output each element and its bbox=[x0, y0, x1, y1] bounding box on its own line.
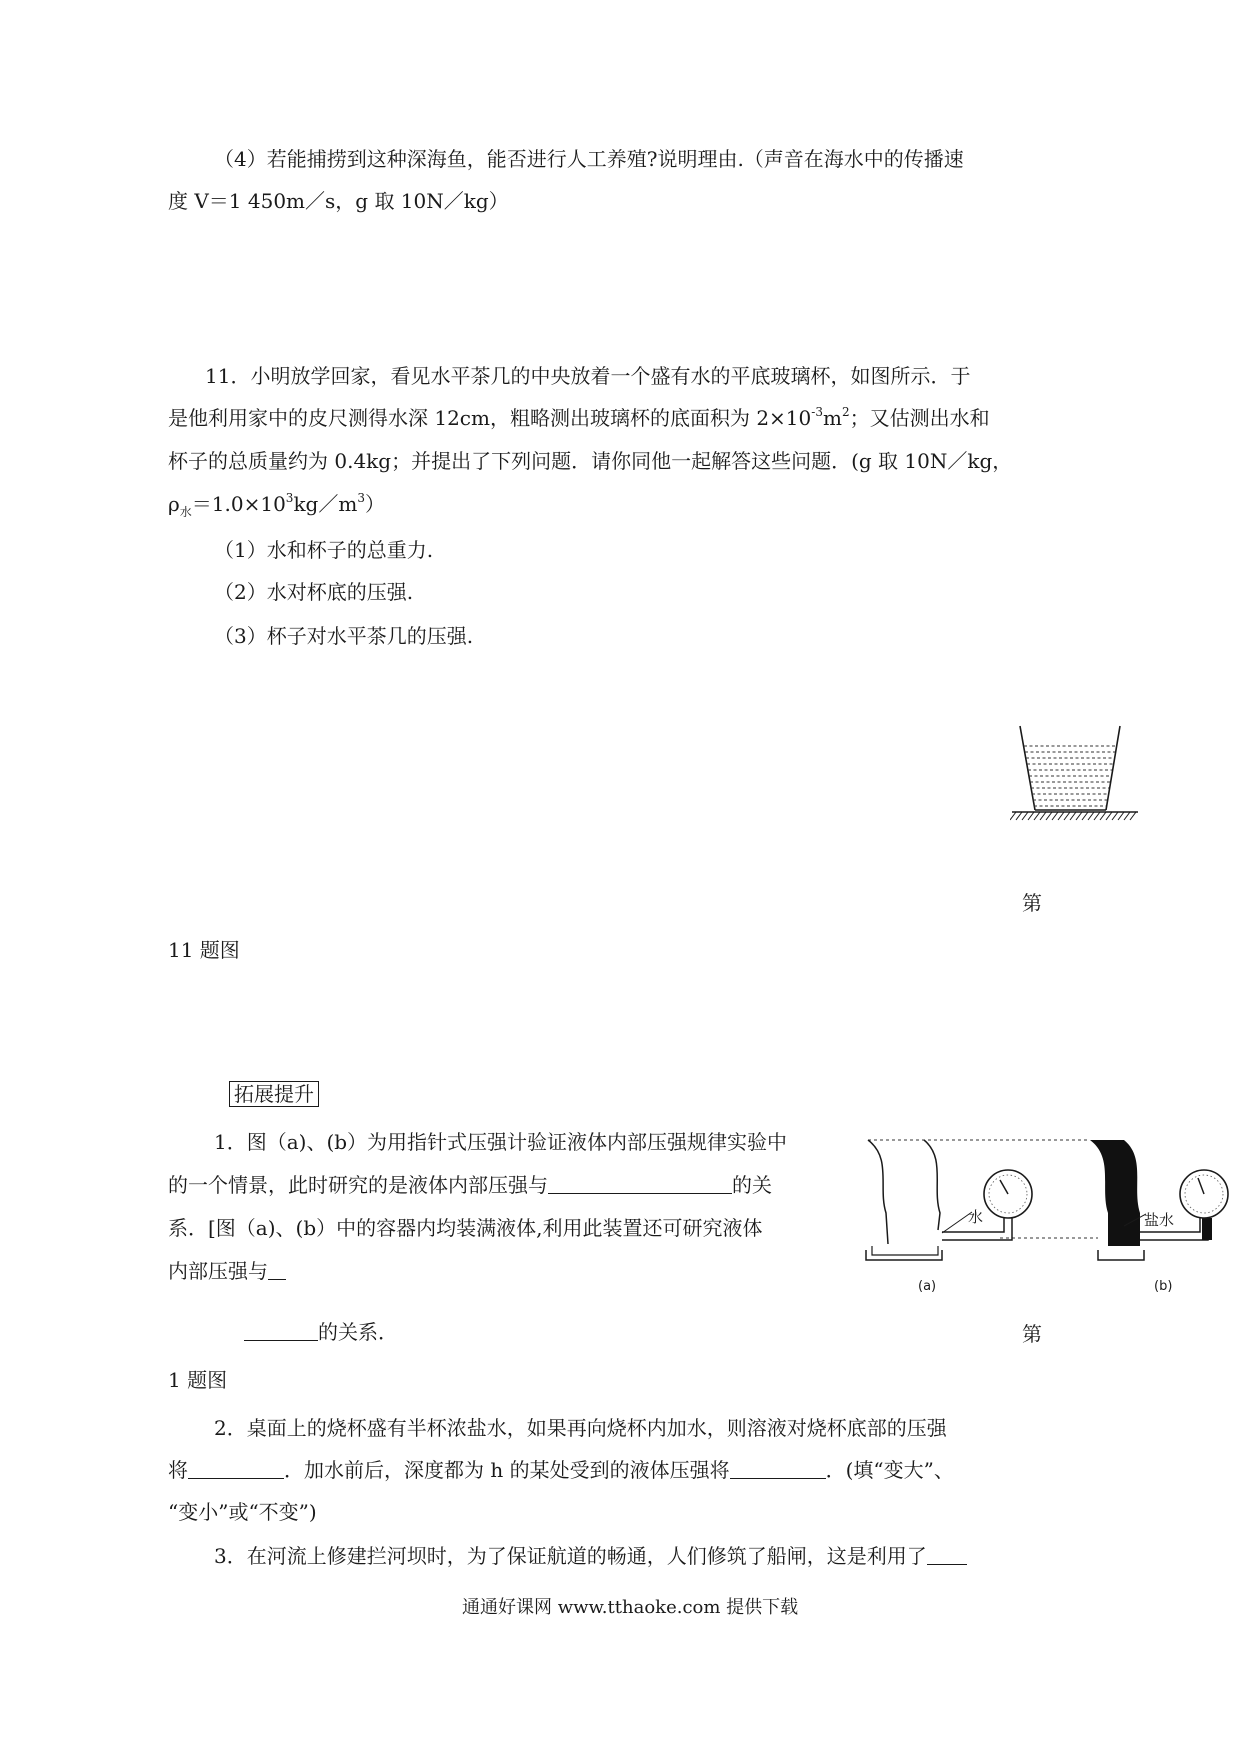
q11-sub3: （3）杯子对水平茶几的压强. bbox=[214, 624, 474, 648]
e1-caption-part2: 1 题图 bbox=[168, 1368, 228, 1392]
container-b-liquid bbox=[1090, 1140, 1140, 1246]
glass-of-water-figure bbox=[1010, 718, 1160, 848]
q10-part4-line1: （4）若能捕捞到这种深海鱼，能否进行人工养殖?说明理由.（声音在海水中的传播速 bbox=[214, 147, 964, 171]
label-water: 水 bbox=[968, 1208, 984, 1226]
q11-sub1: （1）水和杯子的总重力. bbox=[214, 538, 434, 562]
e1-line3: 系．[图（a)、(b）中的容器内均装满液体,利用此装置还可研究液体 bbox=[168, 1216, 763, 1240]
e2-line3: “变小”或“不变”) bbox=[168, 1500, 317, 1524]
e1-line1: 1．图（a)、(b）为用指针式压强计验证液体内部压强规律实验中 bbox=[214, 1130, 788, 1154]
water-surface-lines bbox=[1024, 746, 1116, 806]
e2-line1: 2．桌面上的烧杯盛有半杯浓盐水，如果再向烧杯内加水，则溶液对烧杯底部的压强 bbox=[214, 1416, 947, 1440]
q11-caption-part1: 第 bbox=[1022, 891, 1042, 915]
container-a-walls bbox=[868, 1140, 940, 1244]
q11-line4: $\rho_水=1.0\times 10^3kg/m^3$） bbox=[168, 491, 385, 519]
pressure-gauge-figure bbox=[862, 1118, 1232, 1308]
answer-blank-2a bbox=[268, 1259, 286, 1280]
table-hatching bbox=[1010, 812, 1136, 820]
q11-line2: 是他利用家中的皮尺测得水深 12cm，粗略测出玻璃杯的底面积为 $2\times 10^{-3}m^2$；又估测出水和 bbox=[168, 405, 990, 430]
e1-line4: 内部压强与 bbox=[168, 1257, 286, 1285]
q11-caption-part2: 11 题图 bbox=[168, 938, 240, 962]
q11-sub2: （2）水对杯底的压强. bbox=[214, 580, 414, 604]
label-a: (a) bbox=[918, 1279, 937, 1294]
glass-right-wall bbox=[1106, 726, 1120, 810]
e1-caption-part1: 第 bbox=[1022, 1322, 1042, 1346]
q11-line1: 11．小明放学回家，看见水平茶几的中央放着一个盛有水的平底玻璃杯，如图所示．于 bbox=[205, 364, 971, 388]
e3-line1: 3．在河流上修建拦河坝时，为了保证航道的畅通，人们修筑了船闸，这是利用了 bbox=[214, 1542, 967, 1570]
e1-line5: 的关系． bbox=[244, 1318, 398, 1346]
label-salt-water: 盐水 bbox=[1144, 1211, 1175, 1229]
e1-line2: 的一个情景，此时研究的是液体内部压强与 的关 bbox=[168, 1173, 772, 1197]
section-heading: 拓展提升 bbox=[229, 1080, 319, 1108]
answer-blank-3 bbox=[188, 1458, 284, 1479]
q11-line3: 杯子的总质量约为 0.4kg；并提出了下列问题．请你同他一起解答这些问题．(g 取 10N／kg， bbox=[168, 449, 1013, 473]
answer-blank-4 bbox=[730, 1458, 826, 1479]
tube-b-liquid bbox=[1202, 1218, 1212, 1240]
answer-blank-5 bbox=[927, 1544, 967, 1565]
answer-blank-1 bbox=[548, 1173, 732, 1194]
glass-left-wall bbox=[1020, 726, 1035, 810]
e2-line2: 将 ．加水前后，深度都为 h 的某处受到的液体压强将 ．(填“变大”、 bbox=[168, 1458, 954, 1482]
answer-blank-2b bbox=[244, 1320, 318, 1341]
footer-download-note: 通通好课网 www.tthaoke.com 提供下载 bbox=[462, 1597, 799, 1618]
container-b-base bbox=[1098, 1250, 1144, 1260]
label-b: (b) bbox=[1154, 1279, 1173, 1294]
container-a-inner-base bbox=[872, 1246, 938, 1255]
q10-part4-line2: 度 V＝1 450m／s，g 取 10N／kg） bbox=[168, 189, 509, 213]
